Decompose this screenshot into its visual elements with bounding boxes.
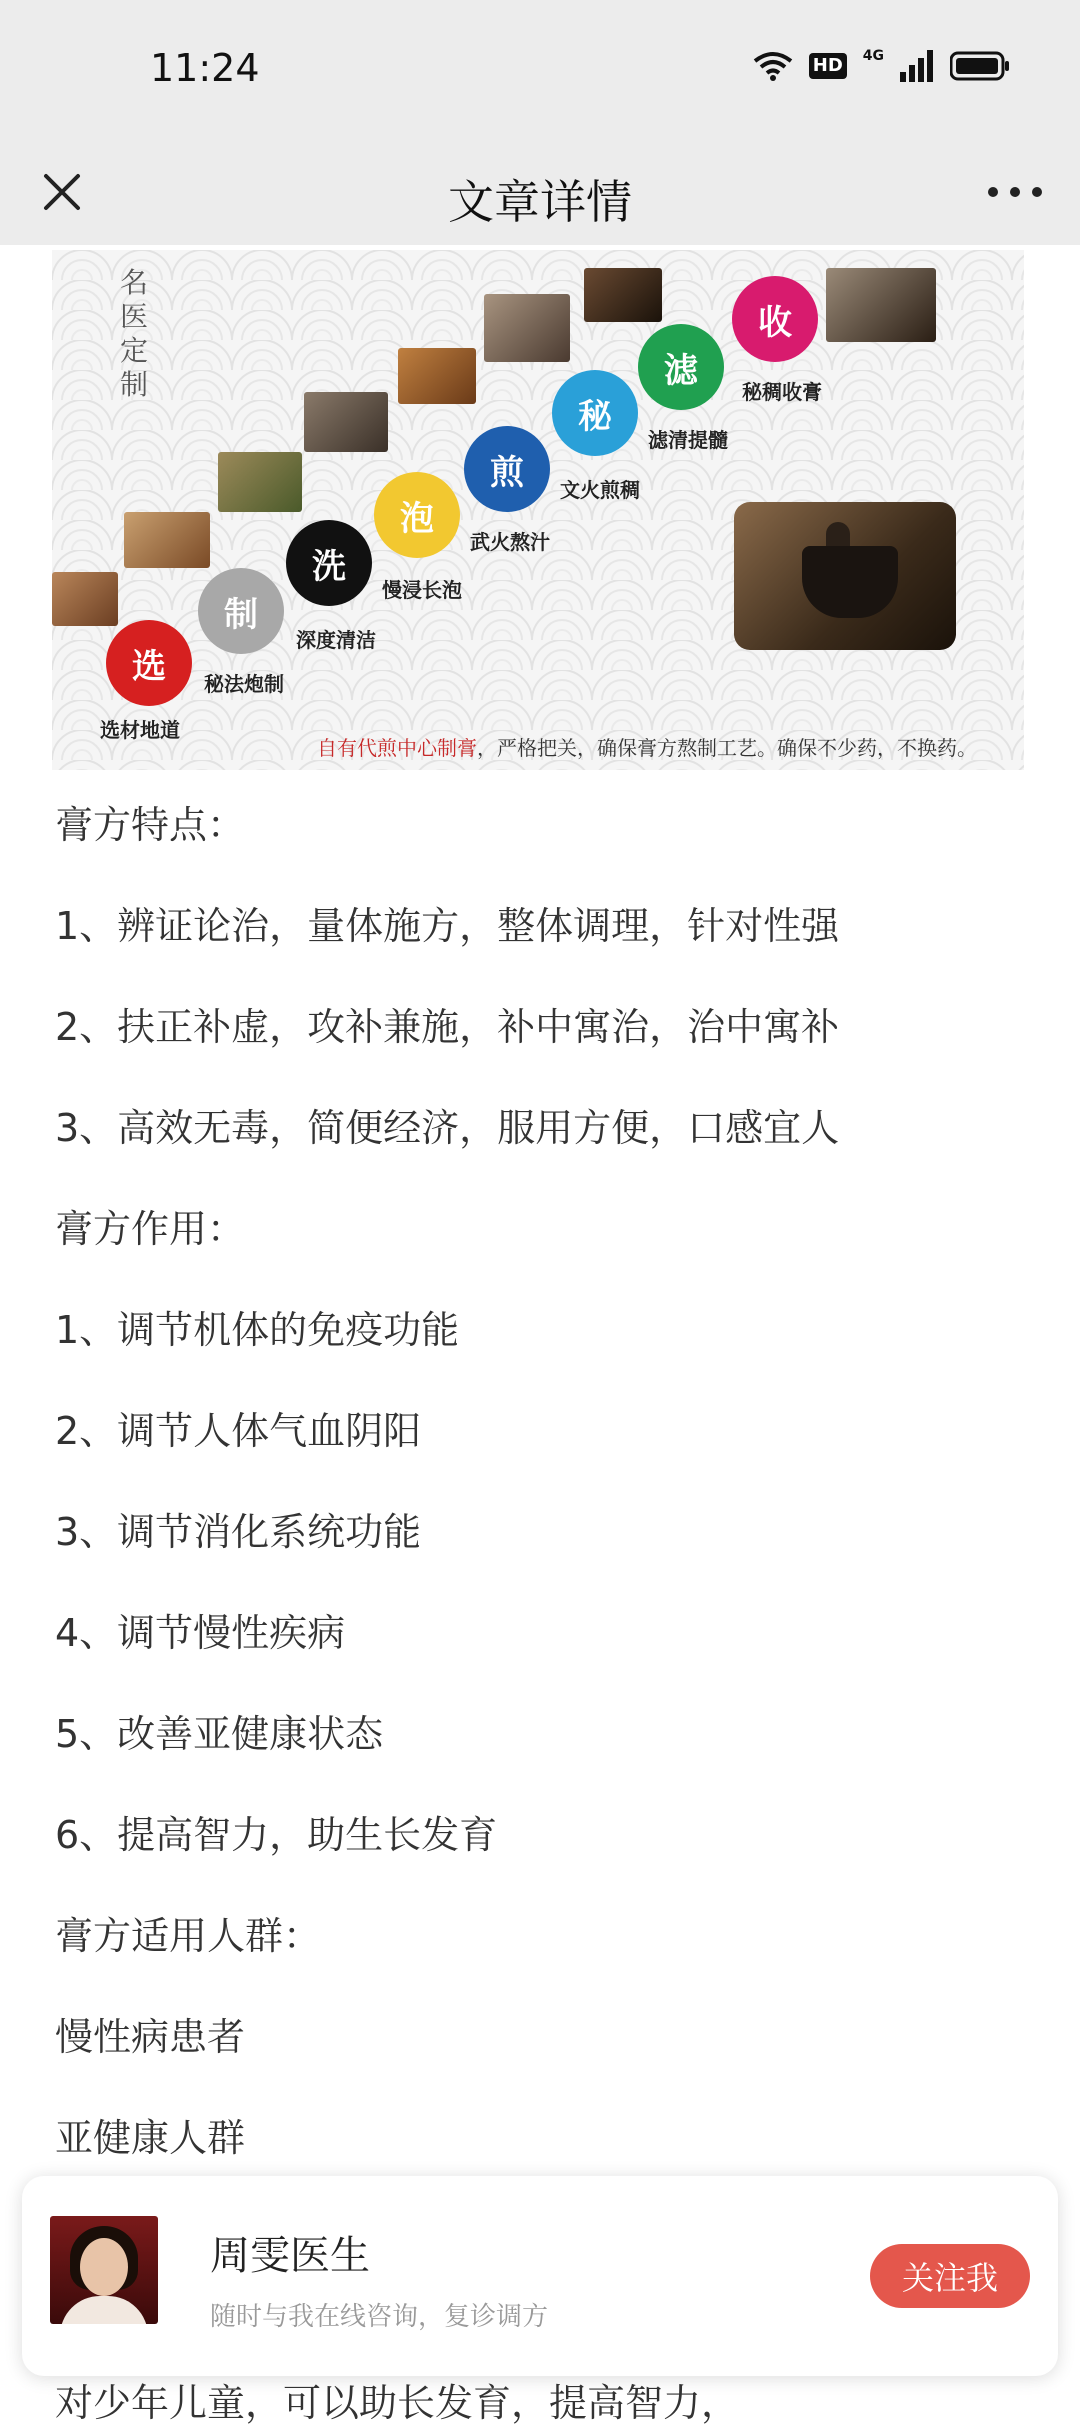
step-label: 武火熬汁 xyxy=(470,530,550,554)
herbal-paste-photo xyxy=(734,502,956,650)
article-line: 4、调节慢性疾病 xyxy=(55,1611,346,1655)
banner-vertical-title: 名医定制 xyxy=(120,266,149,401)
caption-rest: ，严格把关，确保膏方熬制工艺。确保不少药，不换药。 xyxy=(477,736,977,760)
article-line: 2、扶正补虚，攻补兼施，补中寓治，治中寓补 xyxy=(55,1005,840,1049)
step-label: 慢浸长泡 xyxy=(382,578,462,602)
step-label: 秘稠收膏 xyxy=(742,380,822,404)
step-circle: 选 xyxy=(106,620,192,706)
doctor-avatar xyxy=(50,2216,158,2324)
article-line: 亚健康人群 xyxy=(55,2116,246,2160)
article-line: 慢性病患者 xyxy=(55,2015,246,2059)
herb-photo xyxy=(218,452,302,512)
herb-photo xyxy=(398,348,476,404)
article-banner-image xyxy=(52,250,1024,770)
article-line: 2、调节人体气血阴阳 xyxy=(55,1409,422,1453)
follow-button[interactable]: 关注我 xyxy=(870,2244,1030,2308)
herb-photo xyxy=(304,392,388,452)
herb-photo xyxy=(826,268,936,342)
herb-photo xyxy=(484,294,570,362)
network-type-label: 4G xyxy=(862,48,884,64)
article-line: 3、高效无毒，简便经济，服用方便，口感宜人 xyxy=(55,1106,840,1150)
doctor-name: 周雯医生 xyxy=(210,2233,370,2279)
status-time: 11:24 xyxy=(150,46,260,90)
wifi-icon xyxy=(753,50,793,82)
status-icons xyxy=(753,50,1010,82)
nav-bar xyxy=(0,140,1080,245)
section-heading: 膏方特点： xyxy=(55,803,246,847)
signal-icon xyxy=(900,50,934,82)
article-line: 1、辨证论治，量体施方，整体调理，针对性强 xyxy=(55,904,840,948)
doctor-follow-card xyxy=(22,2176,1058,2376)
step-circle: 秘 xyxy=(552,370,638,456)
more-button[interactable] xyxy=(980,160,1050,224)
herb-photo xyxy=(52,572,118,626)
article-line-partial: 对少年儿童，可以助长发育，提高智力， xyxy=(55,2381,740,2425)
section-heading: 膏方适用人群： xyxy=(55,1914,322,1958)
more-icon xyxy=(987,186,1043,198)
article-body xyxy=(55,800,1025,2214)
step-circle: 洗 xyxy=(286,520,372,606)
herb-photo xyxy=(584,268,662,322)
article-line: 3、调节消化系统功能 xyxy=(55,1510,422,1554)
caption-highlight: 自有代煎中心制膏 xyxy=(317,736,477,760)
article-line: 1、调节机体的免疫功能 xyxy=(55,1308,460,1352)
article-line: 5、改善亚健康状态 xyxy=(55,1712,384,1756)
step-circle: 煎 xyxy=(464,426,550,512)
battery-icon xyxy=(950,51,1010,81)
step-label: 滤清提髓 xyxy=(648,428,728,452)
step-label: 选材地道 xyxy=(100,718,180,742)
status-bar xyxy=(0,0,1080,140)
step-circle: 滤 xyxy=(638,324,724,410)
page-title: 文章详情 xyxy=(448,175,632,229)
step-label: 秘法炮制 xyxy=(204,672,284,696)
hd-badge: HD xyxy=(809,53,847,79)
step-label: 深度清洁 xyxy=(296,628,376,652)
section-heading: 膏方作用： xyxy=(55,1207,246,1251)
step-label: 文火煎稠 xyxy=(560,478,640,502)
doctor-subtitle: 随时与我在线咨询，复诊调方 xyxy=(210,2302,549,2332)
step-circle: 泡 xyxy=(374,472,460,558)
article-line: 6、提高智力，助生长发育 xyxy=(55,1813,498,1857)
banner-caption xyxy=(317,732,977,761)
step-circle: 制 xyxy=(198,568,284,654)
herb-photo xyxy=(124,512,210,568)
step-circle: 收 xyxy=(732,276,818,362)
